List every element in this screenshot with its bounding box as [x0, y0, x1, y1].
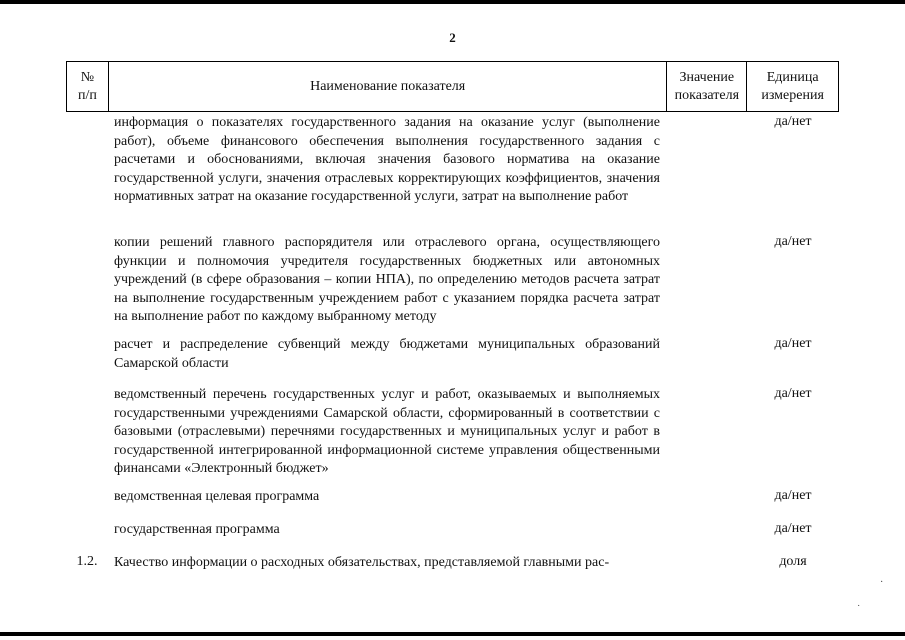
row-unit: да/нет — [774, 488, 812, 503]
scan-speck: ˙ — [857, 604, 861, 615]
scan-speck: · — [880, 577, 884, 588]
row-text: расчет и распределение субвенций между бюджетами муниципальных образований Самарской области — [114, 337, 660, 371]
row-text: информация о показателях государственного задания на оказание услуг (выполнение работ), объеме финансового обеспечения выполнения государственного задания с расчетами и обоснованиями, включая значения базового норматива на оказание государственной услуги, значения отраслевых корректирующих коэффициентов, значения нормативных затрат на оказание государственной услуги, затрат на выполнение работ — [114, 115, 660, 204]
row-text: ведомственная целевая программа — [114, 489, 320, 504]
page-number: 2 — [449, 30, 456, 45]
header-unit: Единица измерения — [761, 69, 824, 103]
header-name: Наименование показателя — [109, 62, 668, 111]
row-unit: да/нет — [774, 521, 812, 536]
header-num: № п/п — [67, 62, 109, 111]
row-num: 1.2. — [76, 554, 98, 569]
table-header — [66, 61, 839, 112]
row-unit: да/нет — [774, 234, 812, 249]
header-value: Значение показателя — [667, 62, 747, 111]
row-text: копии решений главного распорядителя или отраслевого органа, осуществляющего функции и полномочия учредителя государственных бюджетных или автономных учреждений (в сфере образования – копии НПА), по определению методов расчета затрат на выполнение государственным учреждением работ с указанием порядка расчета затрат на выполнение работ по каждому выбранному методу — [114, 235, 660, 324]
row-text: ведомственный перечень государственных услуг и работ, оказываемых и выполняемых государственными учреждениями Самарской области, сформированный в соответствии с базовыми (отраслевыми) перечнями государственных и муниципальных услуг и работ в государственной интегрированной информационной системе управления общественными финансами «Электронный бюджет» — [114, 387, 660, 476]
bottom-rule — [0, 632, 905, 636]
row-text: государственная программа — [114, 522, 280, 537]
row-unit: да/нет — [774, 114, 812, 129]
row-unit: да/нет — [774, 386, 812, 401]
row-unit: да/нет — [774, 336, 812, 351]
top-rule — [0, 0, 905, 4]
row-unit: доля — [779, 554, 807, 569]
row-text: Качество информации о расходных обязательствах, представляемой главными рас- — [114, 555, 610, 570]
